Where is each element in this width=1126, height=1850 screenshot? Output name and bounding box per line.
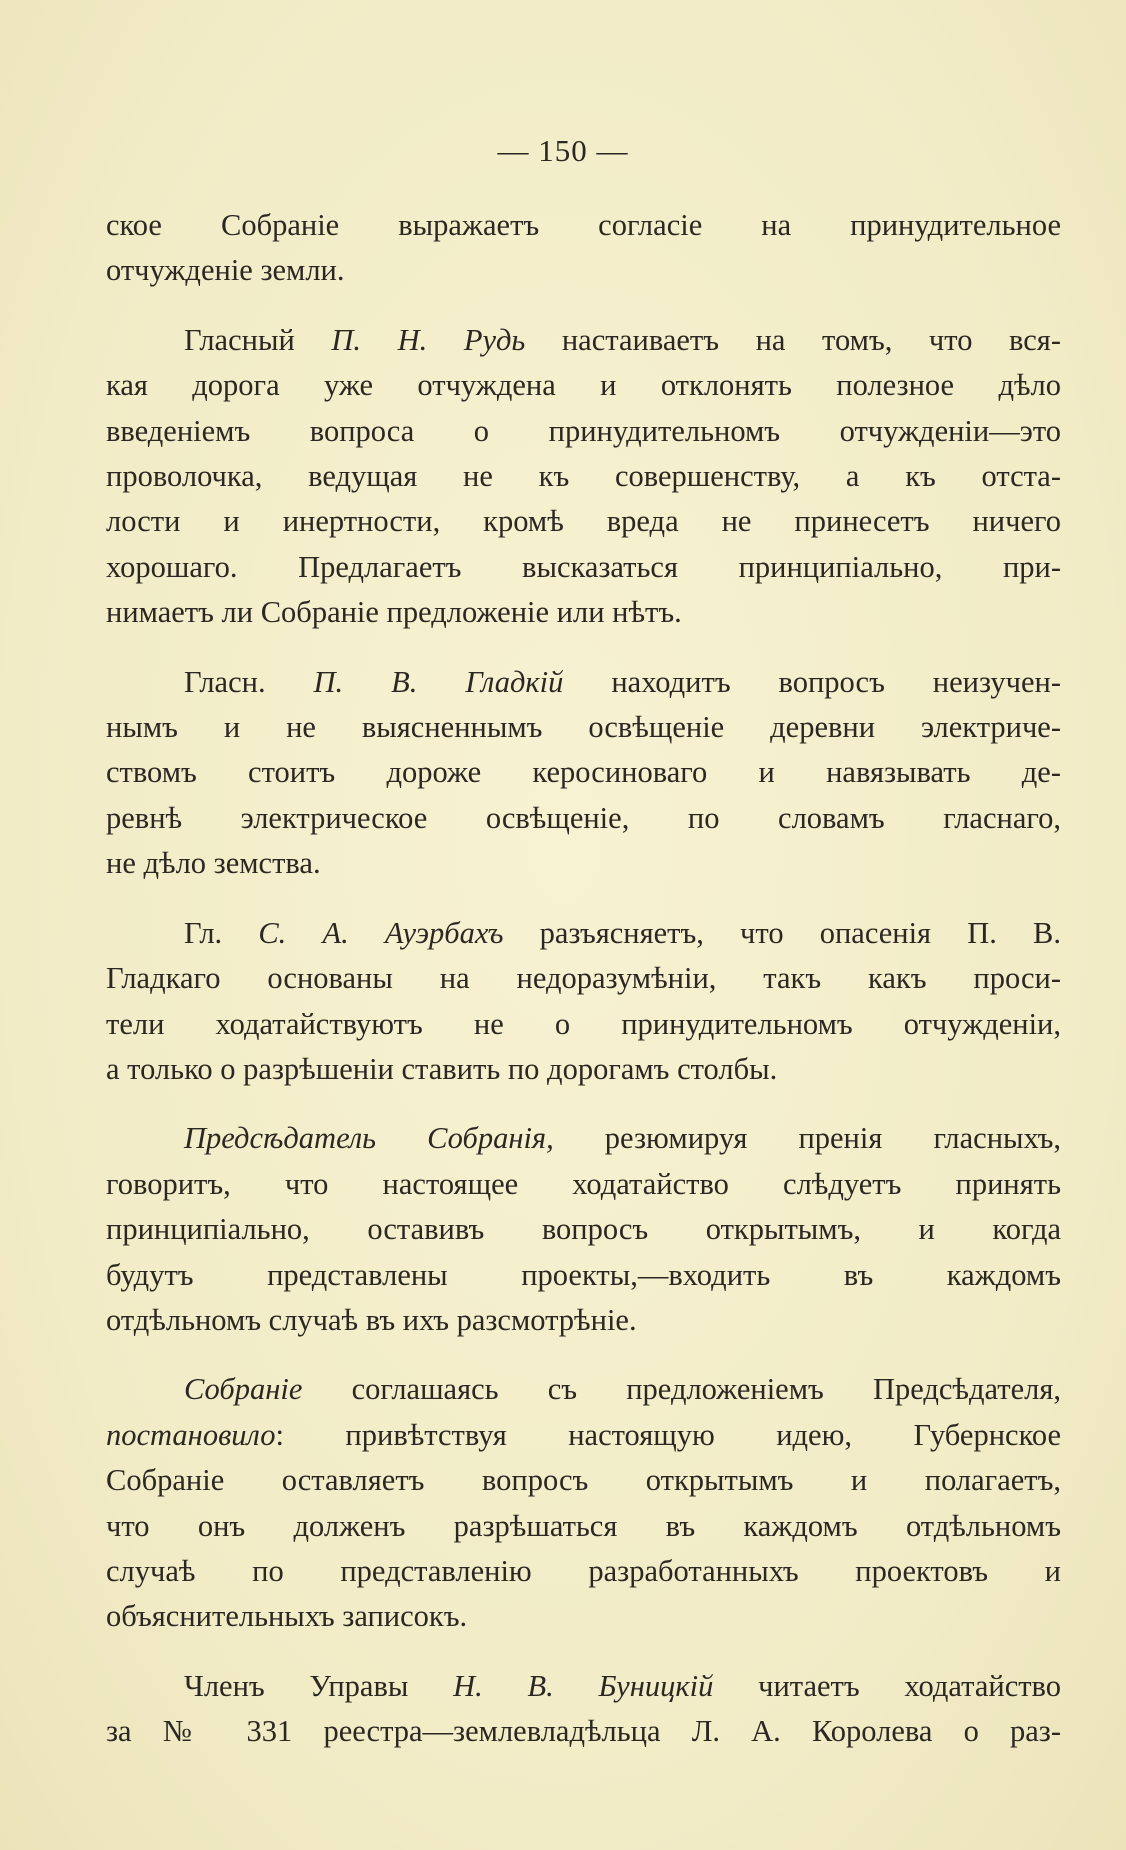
text-line: Гладкаго основаны на недоразумѣніи, такъ какъ проси- — [106, 961, 1061, 996]
text-line: лости и инертности, кромѣ вреда не принесетъ ничего — [106, 504, 1061, 539]
text-line: случаѣ по представленію разработанныхъ проектовъ и — [106, 1553, 1061, 1588]
italic-name: П. В. Гладкій — [313, 664, 564, 699]
paragraph — [106, 1367, 1061, 1639]
text-segment: настаиваетъ на томъ, что вся- — [525, 322, 1061, 357]
text-line: будутъ представлены проекты,—входить въ каждомъ — [106, 1257, 1061, 1292]
text-segment: Гласный — [184, 322, 332, 357]
italic-name: постановило — [106, 1417, 276, 1452]
text-line — [106, 1367, 1061, 1412]
italic-name: П. Н. Рудь — [331, 322, 526, 357]
text-line — [106, 318, 1061, 363]
paragraph — [106, 203, 1061, 294]
body-text — [106, 203, 1061, 1779]
text-segment: находитъ вопросъ неизучен- — [563, 664, 1061, 699]
text-line: хорошаго. Предлагаетъ высказаться принципіально, при- — [106, 549, 1061, 584]
text-segment: : привѣтствуя настоящую идею, Губернское — [275, 1417, 1061, 1452]
text-line: Собраніе оставляетъ вопросъ открытымъ и полагаетъ, — [106, 1463, 1061, 1498]
text-line: ревнѣ электрическое освѣщеніе, по словамъ гласнаго, — [106, 800, 1061, 835]
page-number: — 150 — — [497, 133, 629, 168]
text-line: ствомъ стоитъ дороже керосиноваго и навязывать де- — [106, 755, 1061, 790]
text-segment: разъясняетъ, что опасенія П. В. — [503, 915, 1061, 950]
paragraph — [106, 911, 1061, 1093]
text-line: проволочка, ведущая не къ совершенству, а къ отста- — [106, 459, 1061, 494]
text-line — [106, 660, 1061, 705]
text-line: что онъ долженъ разрѣшаться въ каждомъ отдѣльномъ — [106, 1508, 1061, 1543]
text-segment: резюмируя пренія гласныхъ, — [553, 1121, 1061, 1156]
text-line: ское Собраніе выражаетъ согласіе на принудительное — [106, 208, 1061, 242]
text-line: тели ходатайствуютъ не о принудительномъ отчужденіи, — [106, 1006, 1061, 1041]
italic-name: С. А. Ауэрбахъ — [258, 915, 504, 950]
paragraph — [106, 1116, 1061, 1343]
text-line: кая дорога уже отчуждена и отклонять полезное дѣло — [106, 368, 1061, 403]
text-line — [106, 911, 1061, 956]
italic-name: Предсѣдатель Собранія, — [184, 1121, 554, 1156]
paragraph — [106, 1664, 1061, 1755]
text-line: не дѣло земства. — [106, 846, 321, 881]
text-segment: читаетъ ходатайство — [713, 1668, 1062, 1703]
text-line — [106, 1116, 1061, 1161]
paragraph — [106, 318, 1061, 636]
text-line: нымъ и не выясненнымъ освѣщеніе деревни электриче- — [106, 710, 1061, 745]
text-line: говоритъ, что настоящее ходатайство слѣдуетъ принять — [106, 1166, 1061, 1201]
text-line: за № 331 реестра—землевладѣльца Л. А. Королева о раз- — [106, 1714, 1061, 1749]
paragraph — [106, 660, 1061, 887]
text-segment: Членъ Управы — [184, 1668, 454, 1703]
text-line: а только о разрѣшеніи ставить по дорогамъ столбы. — [106, 1051, 778, 1086]
text-segment: Гл. — [184, 915, 259, 950]
text-line: объяснительныхъ записокъ. — [106, 1599, 468, 1634]
text-line: отдѣльномъ случаѣ въ ихъ разсмотрѣніе. — [106, 1302, 637, 1337]
text-line: отчужденіе земли. — [106, 253, 345, 288]
text-line: принципіально, оставивъ вопросъ открытымъ, и когда — [106, 1212, 1061, 1247]
text-line — [106, 1664, 1061, 1709]
text-line — [106, 1413, 1061, 1458]
italic-name: Собраніе — [184, 1372, 303, 1407]
italic-name: Н. В. Буницкій — [453, 1668, 714, 1703]
text-line: нимаетъ ли Собраніе предложеніе или нѣтъ. — [106, 595, 682, 630]
text-segment: Гласн. — [184, 664, 314, 699]
text-line: введеніемъ вопроса о принудительномъ отчужденіи—это — [106, 413, 1061, 448]
text-segment: соглашаясь съ предложеніемъ Предсѣдателя, — [302, 1372, 1061, 1407]
